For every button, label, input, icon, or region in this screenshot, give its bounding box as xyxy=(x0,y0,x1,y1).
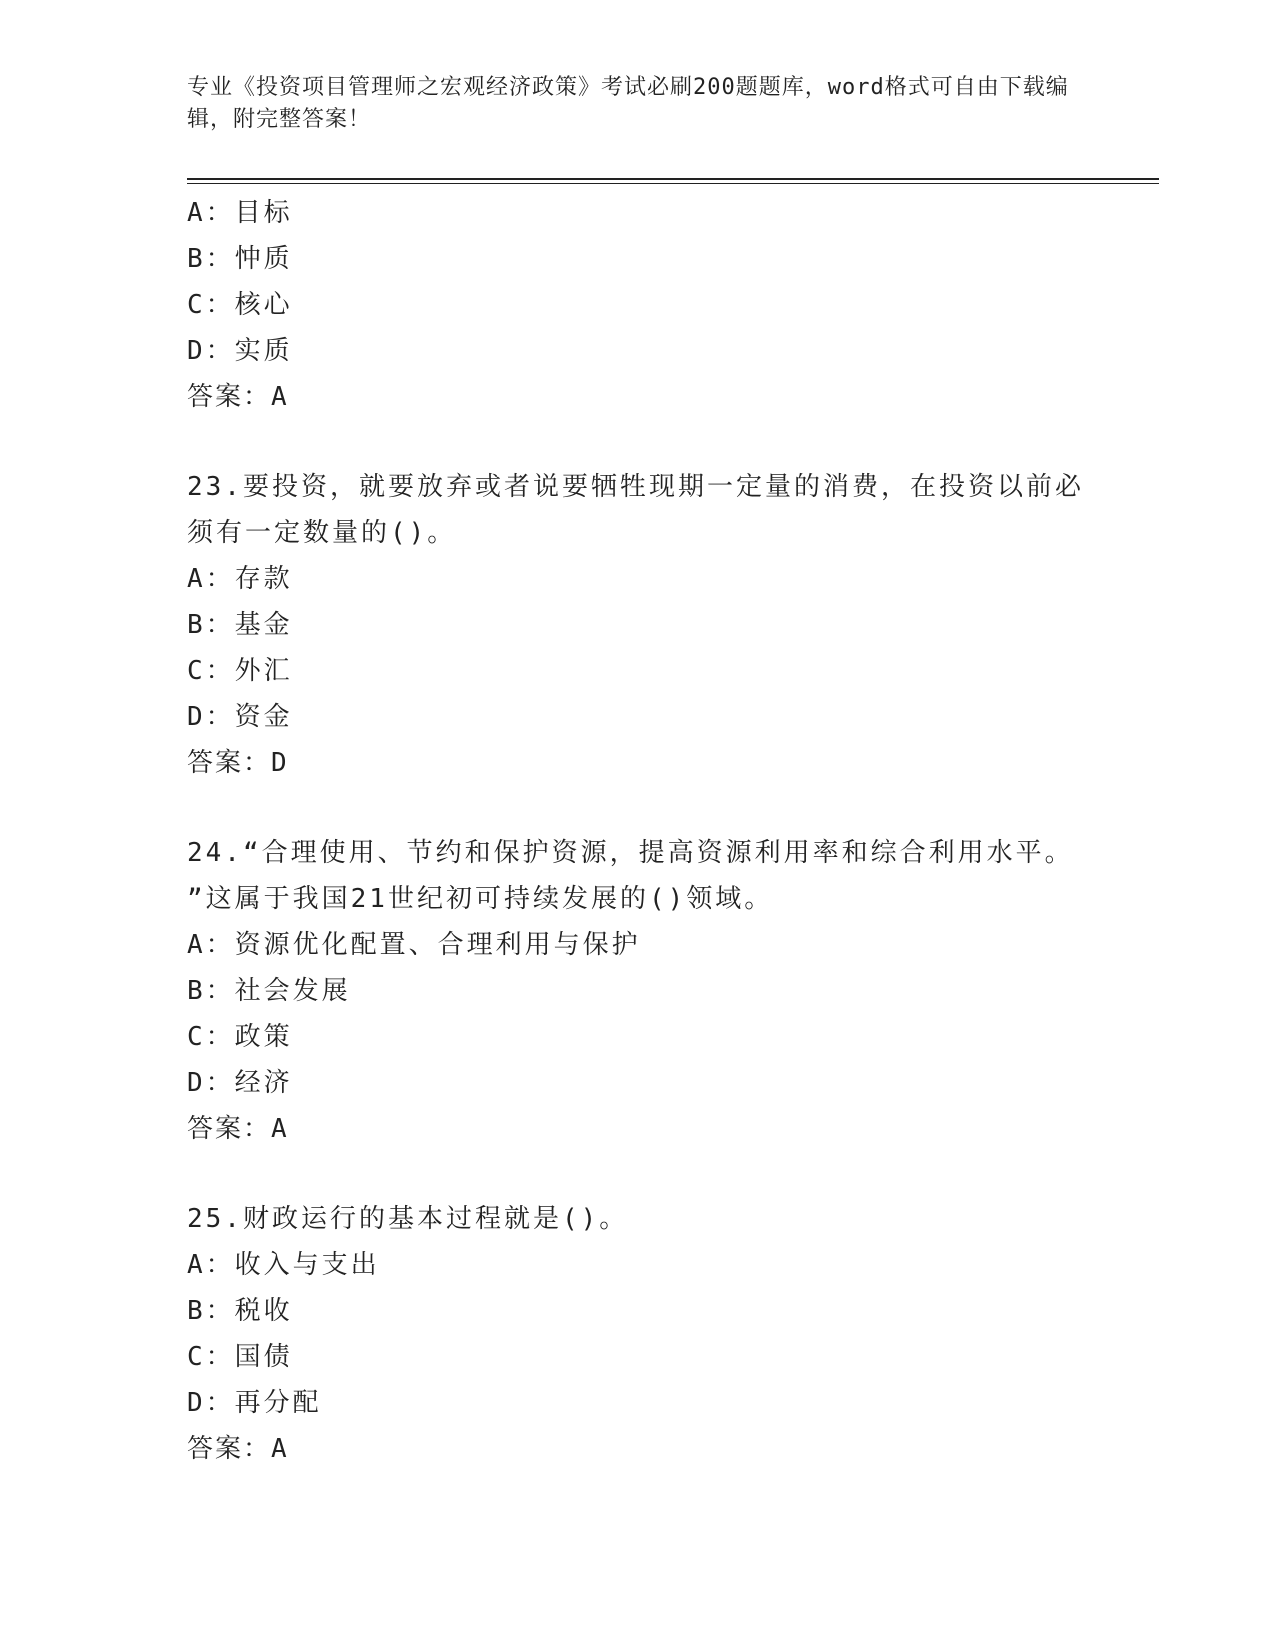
option-b: B：税收 xyxy=(187,1296,293,1326)
document-body xyxy=(187,190,1127,1472)
question-24 xyxy=(187,830,1127,1152)
option-a: A：收入与支出 xyxy=(187,1250,380,1280)
option-c: C：外汇 xyxy=(187,656,293,686)
option-b: B：忡质 xyxy=(187,244,293,274)
answer-line: 答案：A xyxy=(187,1114,289,1144)
option-c: C：政策 xyxy=(187,1022,293,1052)
question-25 xyxy=(187,1196,1127,1472)
answer-line: 答案：D xyxy=(187,748,289,778)
header-rule-thin xyxy=(187,183,1159,184)
question-text-line: 23.要投资，就要放弃或者说要牺牲现期一定量的消费，在投资以前必 xyxy=(187,472,1084,502)
option-b: B：社会发展 xyxy=(187,976,351,1006)
option-d: D：经济 xyxy=(187,1068,293,1098)
option-a: A：资源优化配置、合理利用与保护 xyxy=(187,930,641,960)
document-header: 专业《投资项目管理师之宏观经济政策》考试必刷200题题库，word格式可自由下载编辑，附完整答案！ xyxy=(187,75,1069,132)
option-c: C：国债 xyxy=(187,1342,293,1372)
answer-line: 答案：A xyxy=(187,1434,289,1464)
question-text-line: 须有一定数量的()。 xyxy=(187,518,457,548)
option-d: D：实质 xyxy=(187,336,293,366)
option-c: C：核心 xyxy=(187,290,293,320)
answer-line: 答案：A xyxy=(187,382,289,412)
question-text-line: ”这属于我国21世纪初可持续发展的()领域。 xyxy=(187,884,774,914)
header-rule-thick xyxy=(187,178,1159,180)
option-d: D：资金 xyxy=(187,702,293,732)
question-23 xyxy=(187,464,1127,786)
question-text-line: 25.财政运行的基本过程就是()。 xyxy=(187,1204,629,1234)
partial-question xyxy=(187,190,1127,420)
question-text-line: 24.“合理使用、节约和保护资源，提高资源利用率和综合利用水平。 xyxy=(187,838,1074,868)
option-d: D：再分配 xyxy=(187,1388,322,1418)
option-a: A：存款 xyxy=(187,564,293,594)
option-b: B：基金 xyxy=(187,610,293,640)
option-a: A：目标 xyxy=(187,198,293,228)
